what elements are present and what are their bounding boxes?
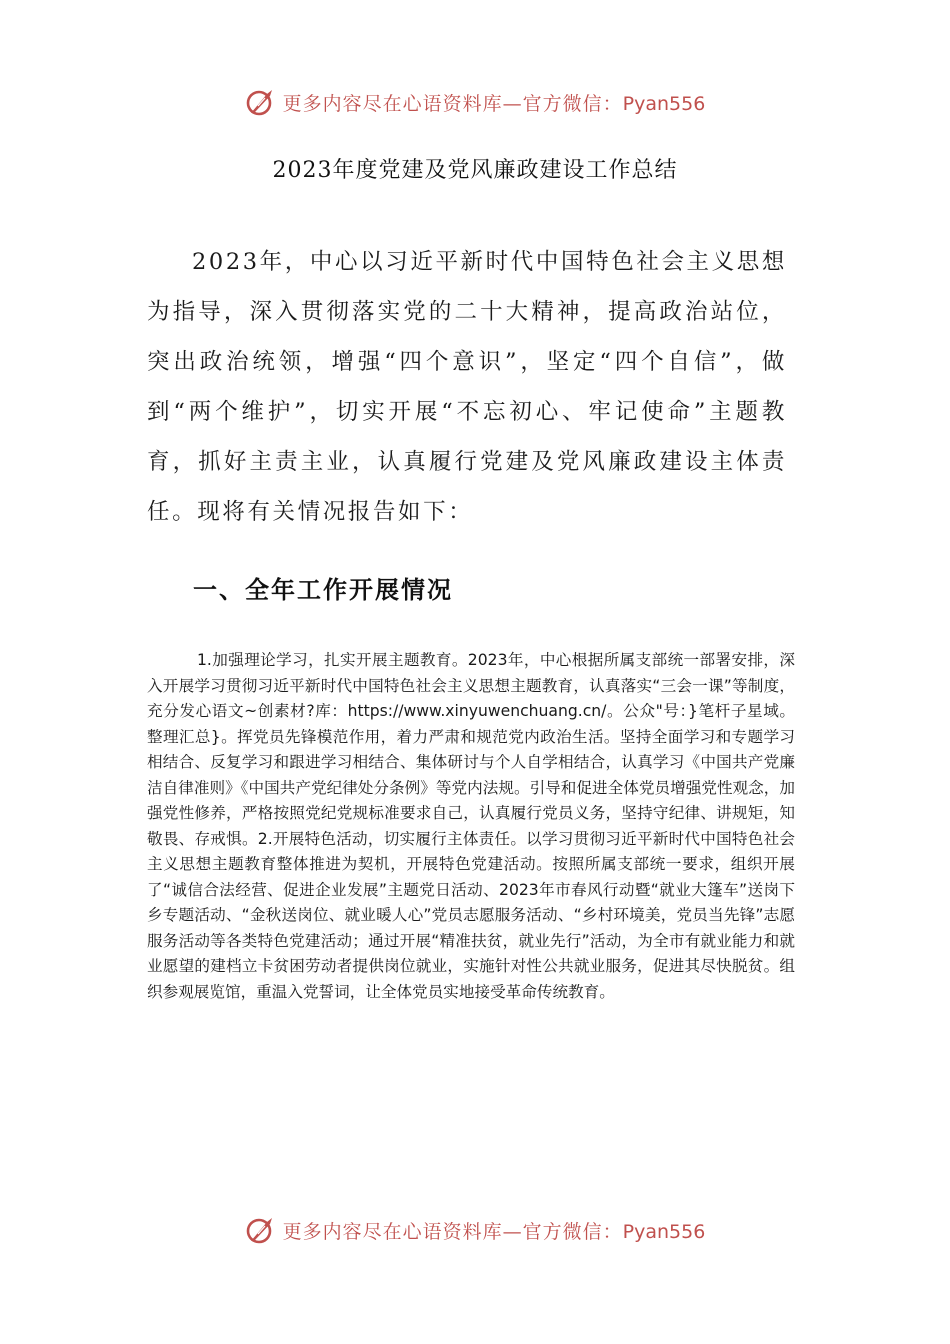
document-title: 2023年度党建及党风廉政建设工作总结 bbox=[272, 158, 678, 183]
watermark-text: 更多内容尽在心语资料库—官方微信：Pyan556 bbox=[282, 1220, 706, 1243]
section-heading: 一、全年工作开展情况 bbox=[193, 576, 453, 604]
quill-pen-logo-icon bbox=[245, 1214, 277, 1246]
watermark-text: 更多内容尽在心语资料库—官方微信：Pyan556 bbox=[282, 92, 706, 115]
quill-pen-logo-icon bbox=[245, 86, 277, 118]
section-body-paragraph: 1.加强理论学习，扎实开展主题教育。2023年，中心根据所属支部统一部署安排，深入开展学习贯彻习近平新时代中国特色社会主义思想主题教育，认真落实“三会一课”等制度，充分发心语文~创素材?库：https://www.xinyuwenchuang.cn/。公众"号：}笔杆子星域。整理汇总}。挥党员先锋模范作用，着力严肃和规范党内政治生活。坚持全面学习和专题学习相结合、反复学习和跟进学习相结合、集体研讨与个人自学相结合，认真学习《中国共产党廉洁自律准则》《中国共产党纪律处分条例》等党内法规。引导和促进全体党员增强党性观念，加强党性修养，严格按照党纪党规标准要求自己，认真履行党员义务，坚持守纪律、讲规矩，知敬畏、存戒惧。2.开展特色活动，切实履行主体责任。以学习贯彻习近平新时代中国特色社会主义思想主题教育整体推进为契机，开展特色党建活动。按照所属支部统一要求，组织开展了“诚信合法经营、促进企业发展”主题党日活动、2023年市春风行动暨“就业大篷车”送岗下乡专题活动、“金秋送岗位、就业暖人心”党员志愿服务活动、“乡村环境美，党员当先锋”志愿服务活动等各类特色党建活动；通过开展“精准扶贫，就业先行”活动，为全市有就业能力和就业愿望的建档立卡贫困劳动者提供岗位就业，实施针对性公共就业服务，促进其尽快脱贫。组织参观展览馆，重温入党誓词，让全体党员实地接受革命传统教育。 bbox=[147, 651, 795, 1001]
header-watermark-banner bbox=[0, 82, 950, 122]
footer-watermark-banner bbox=[0, 1210, 950, 1250]
intro-paragraph: 2023年，中心以习近平新时代中国特色社会主义思想为指导，深入贯彻落实党的二十大精神，提高政治站位，突出政治统领，增强“四个意识”，坚定“四个自信”，做到“两个维护”，切实开展“不忘初心、牢记使命”主题教育，抓好主责主业，认真履行党建及党风廉政建设主体责任。现将有关情况报告如下： bbox=[147, 249, 787, 525]
